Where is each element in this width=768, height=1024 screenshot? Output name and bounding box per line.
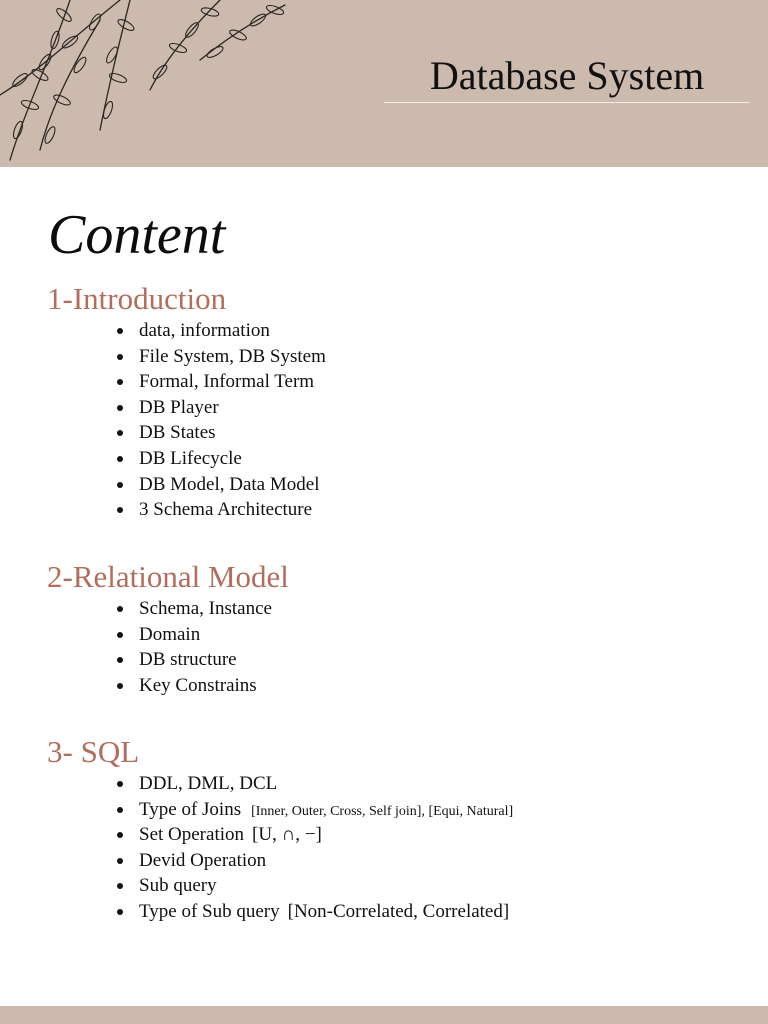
leaf-branches-illustration — [0, 0, 290, 167]
list-item-text: Type of Joins — [139, 798, 242, 820]
list-item-text: Sub query — [139, 875, 217, 897]
section-title-sql: 3- SQL — [47, 734, 140, 769]
section-title-relational-model: 2-Relational Model — [47, 559, 289, 594]
list-item-text: Devid Operation — [139, 849, 267, 871]
list-item — [115, 797, 513, 823]
list-item: data, information — [115, 318, 326, 344]
relational-model-list — [115, 596, 272, 698]
list-item: DB Lifecycle — [115, 446, 326, 472]
joins-note: [Inner, Outer, Cross, Self join], [Equi, Natural] — [251, 803, 514, 819]
list-item — [115, 848, 513, 874]
list-item: 3 Schema Architecture — [115, 497, 326, 523]
section-title-introduction: 1-Introduction — [47, 281, 227, 316]
list-item: DB Player — [115, 395, 326, 421]
introduction-list — [115, 318, 326, 523]
list-item: DB Model, Data Model — [115, 472, 326, 498]
footer-band — [0, 1006, 768, 1024]
set-operation-note: [U, ∩, −] — [252, 824, 322, 846]
branch-stem-1 — [0, 0, 120, 95]
title-underline — [384, 102, 750, 103]
list-item-text: DDL, DML, DCL — [139, 773, 278, 794]
list-item: Domain — [115, 622, 272, 648]
list-item: DB States — [115, 420, 326, 446]
list-item: File System, DB System — [115, 344, 326, 370]
content-heading: Content — [48, 204, 226, 266]
list-item: Formal, Informal Term — [115, 369, 326, 395]
sql-list — [115, 771, 513, 925]
list-item — [115, 873, 513, 899]
list-item: Schema, Instance — [115, 596, 272, 622]
list-item — [115, 899, 513, 925]
list-item-text: Type of Sub query — [139, 900, 280, 922]
document-title: Database System — [429, 53, 705, 98]
list-item — [115, 771, 513, 797]
list-item: DB structure — [115, 647, 272, 673]
sub-query-types-note: [Non-Correlated, Correlated] — [287, 900, 510, 922]
header-band — [0, 0, 768, 167]
list-item-text: Set Operation — [139, 824, 245, 846]
list-item: Key Constrains — [115, 673, 272, 699]
list-item — [115, 822, 513, 848]
